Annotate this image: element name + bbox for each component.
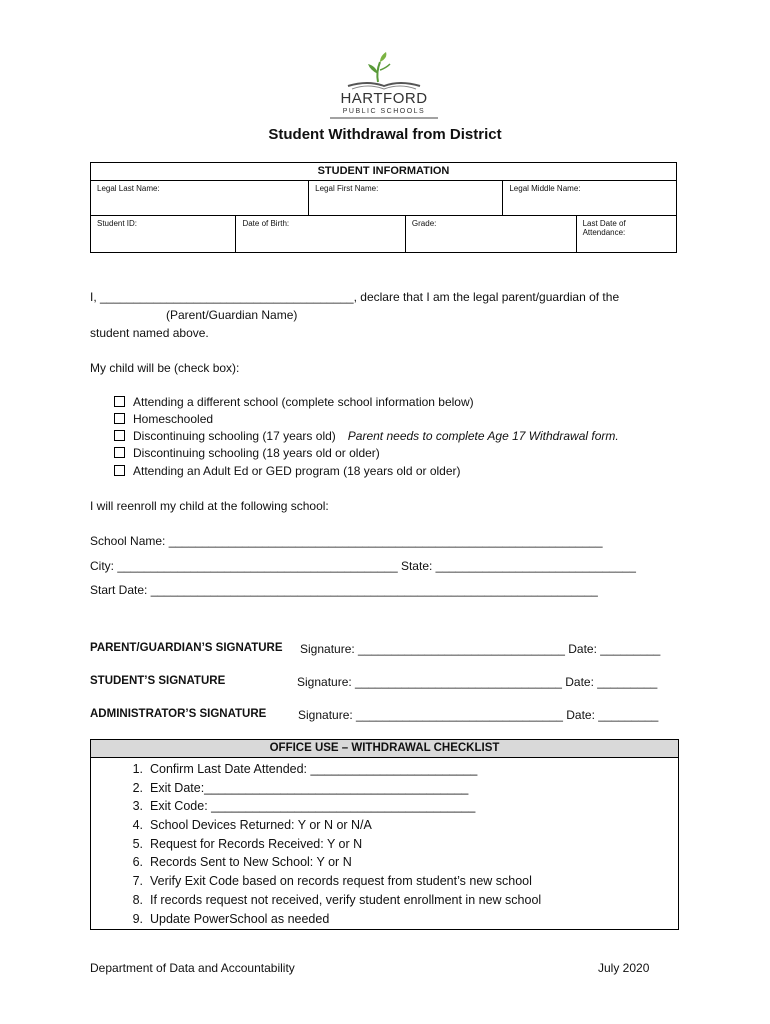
parent-signature-label: PARENT/GUARDIAN’S SIGNATURE bbox=[90, 642, 283, 654]
checkbox[interactable] bbox=[114, 396, 125, 407]
checklist-item: 1. Confirm Last Date Attended: ________________________ bbox=[132, 762, 478, 776]
checklist-item: 7. Verify Exit Code based on records request from student’s new school bbox=[132, 874, 532, 889]
date-of-birth-field[interactable]: Date of Birth: bbox=[236, 216, 405, 253]
checklist-item: 9. Update PowerSchool as needed bbox=[132, 911, 330, 926]
start-date-field[interactable]: Start Date: ___________________________________________________________________ bbox=[90, 583, 598, 597]
page-title: Student Withdrawal from District bbox=[268, 126, 502, 143]
checklist-item: 3. Exit Code: ______________________________________ bbox=[132, 799, 476, 814]
options-prompt: My child will be (check box): bbox=[90, 361, 240, 375]
legal-last-name-field[interactable]: Legal Last Name: bbox=[91, 181, 309, 216]
grade-field[interactable]: Grade: bbox=[405, 216, 576, 253]
option-homeschooled[interactable] bbox=[114, 412, 213, 426]
student-signature-label: STUDENT’S SIGNATURE bbox=[90, 675, 226, 687]
parent-name-caption: (Parent/Guardian Name) bbox=[166, 308, 298, 322]
student-signature-line[interactable]: Signature: _______________________________ Date: _________ bbox=[297, 675, 658, 689]
legal-first-name-field[interactable]: Legal First Name: bbox=[309, 181, 503, 216]
school-name-field[interactable]: School Name: _________________________________________________________________ bbox=[90, 534, 603, 548]
footer-date: July 2020 bbox=[598, 961, 650, 975]
checkbox[interactable] bbox=[114, 447, 125, 458]
declaration-line-2: student named above. bbox=[90, 326, 209, 340]
student-info-heading: STUDENT INFORMATION bbox=[91, 163, 677, 181]
admin-signature-line[interactable]: Signature: _______________________________ Date: _________ bbox=[298, 708, 659, 722]
brand-name: HARTFORD bbox=[340, 90, 428, 107]
option-label: Attending a different school (complete school information below) bbox=[133, 395, 474, 409]
checklist-item: 6. Records Sent to New School: Y or N bbox=[132, 855, 352, 870]
checklist-item: 4. School Devices Returned: Y or N or N/A bbox=[132, 818, 372, 833]
last-date-attendance-field[interactable]: Last Date of Attendance: bbox=[576, 216, 676, 253]
legal-middle-name-field[interactable]: Legal Middle Name: bbox=[503, 181, 677, 216]
withdrawal-checklist bbox=[115, 760, 541, 928]
admin-signature-label: ADMINISTRATOR’S SIGNATURE bbox=[90, 708, 267, 720]
option-label: Homeschooled bbox=[133, 412, 214, 426]
office-use-heading: OFFICE USE – WITHDRAWAL CHECKLIST bbox=[91, 740, 678, 758]
checkbox[interactable] bbox=[114, 465, 125, 476]
student-id-field[interactable]: Student ID: bbox=[91, 216, 236, 253]
declaration-line: I, ______________________________________, declare that I am the legal parent/guardian of the bbox=[90, 290, 620, 304]
option-label: Attending an Adult Ed or GED program (18 years old or older) bbox=[133, 464, 461, 478]
checklist-item: 2. Exit Date:______________________________________ bbox=[132, 780, 469, 795]
checkbox[interactable] bbox=[114, 413, 125, 424]
footer-department: Department of Data and Accountability bbox=[90, 961, 295, 975]
age17-note: Parent needs to complete Age 17 Withdrawal form. bbox=[347, 429, 619, 443]
checklist-item: 8. If records request not received, verify student enrollment in new school bbox=[132, 892, 542, 907]
brand-subtitle: PUBLIC SCHOOLS bbox=[342, 108, 426, 115]
student-info-table bbox=[90, 162, 677, 253]
city-state-field[interactable]: City: __________________________________________ State: ______________________________ bbox=[90, 559, 636, 573]
option-different-school[interactable] bbox=[114, 395, 474, 409]
option-discontinue-18[interactable] bbox=[114, 446, 380, 460]
option-adult-ed[interactable] bbox=[114, 464, 461, 478]
checklist-item: 5. Request for Records Received: Y or N bbox=[132, 836, 363, 851]
option-discontinue-17[interactable] bbox=[114, 429, 619, 443]
checkbox[interactable] bbox=[114, 430, 125, 441]
option-label: Discontinuing schooling (17 years old) bbox=[133, 429, 336, 443]
parent-signature-line[interactable]: Signature: _______________________________ Date: _________ bbox=[300, 642, 661, 656]
reenroll-prompt: I will reenroll my child at the following school: bbox=[90, 499, 329, 513]
office-use-box bbox=[90, 739, 679, 930]
option-label: Discontinuing schooling (18 years old or older) bbox=[133, 446, 380, 460]
